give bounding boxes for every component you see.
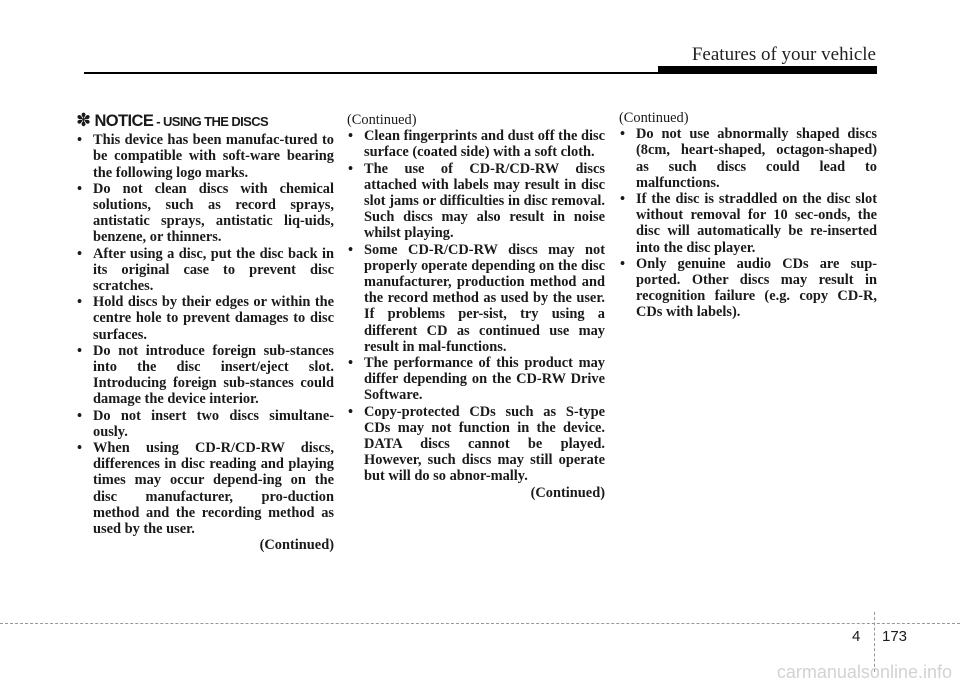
list-item: • Copy-protected CDs such as S-type CDs may not function in the device. DATA discs cannot be played. However, such discs may still operate but will do so abnor-mally. bbox=[347, 404, 605, 485]
header-rule bbox=[84, 72, 877, 74]
column-2 bbox=[347, 112, 605, 501]
list-item: • The use of CD-R/CD-RW discs attached with labels may result in disc slot jams or difficulties in disc removal. Such discs may also result in noise whilst playing. bbox=[347, 161, 605, 242]
continued-lead: (Continued) bbox=[347, 112, 417, 128]
list-item: • This device has been manufac-tured to be compatible with soft-ware bearing the following logo marks. bbox=[76, 132, 334, 181]
list-item: • The performance of this product may differ depending on the CD-RW Drive Software. bbox=[347, 355, 605, 404]
notice-heading bbox=[76, 112, 334, 130]
chapter-number: 4 bbox=[852, 628, 861, 645]
list-item: • Do not introduce foreign sub-stances into the disc insert/eject slot. Introducing foreign sub-stances could damage the device interior. bbox=[76, 343, 334, 408]
list-item: • Only genuine audio CDs are sup-ported. Other discs may result in recognition failure (e.g. copy CD-R, CDs with labels). bbox=[619, 256, 877, 321]
continued-label: (Continued) bbox=[259, 537, 334, 554]
page-number: 173 bbox=[882, 628, 908, 645]
notice-subtitle: - USING THE DISCS bbox=[153, 114, 269, 129]
list-item: • After using a disc, put the disc back in its original case to prevent disc scratches. bbox=[76, 246, 334, 295]
list-item: • Clean fingerprints and dust off the disc surface (coated side) with a soft cloth. bbox=[347, 128, 605, 160]
notice-word: NOTICE bbox=[94, 112, 154, 130]
column-1 bbox=[76, 112, 334, 553]
watermark: carmanualsonline.info bbox=[776, 662, 952, 682]
notice-list bbox=[76, 132, 334, 537]
footer-rule bbox=[0, 623, 960, 624]
column-3 bbox=[619, 110, 877, 321]
list-item: • Do not insert two discs simultane-ously. bbox=[76, 408, 334, 440]
notice-list bbox=[619, 126, 877, 320]
list-item: • Do not use abnormally shaped discs (8cm, heart-shaped, octagon-shaped) as such discs could lead to malfunctions. bbox=[619, 126, 877, 191]
continued-label: (Continued) bbox=[530, 484, 605, 501]
section-title: Features of your vehicle bbox=[691, 44, 876, 65]
list-item: • Do not clean discs with chemical solutions, such as record sprays, antistatic sprays, antistatic liq-uids, benzene, or thinners. bbox=[76, 181, 334, 246]
list-item: • When using CD-R/CD-RW discs, differences in disc reading and playing times may occur depend-ing on the disc manufacturer, pro-duction method and the recording method as used by the user. bbox=[76, 440, 334, 537]
list-item: • If the disc is straddled on the disc slot without removal for 10 sec-onds, the disc will automatically be re-inserted into the disc player. bbox=[619, 191, 877, 256]
list-item: • Hold discs by their edges or within the centre hole to prevent damages to disc surfaces. bbox=[76, 294, 334, 343]
notice-list bbox=[347, 128, 605, 484]
notice-star-icon: ✽ bbox=[76, 110, 91, 130]
list-item: • Some CD-R/CD-RW discs may not properly operate depending on the disc manufacturer, production method and the record method as used by the user. If problems per-sist, try using a different CD as continued use may result in mal-functions. bbox=[347, 242, 605, 355]
continued-lead: (Continued) bbox=[619, 110, 689, 126]
